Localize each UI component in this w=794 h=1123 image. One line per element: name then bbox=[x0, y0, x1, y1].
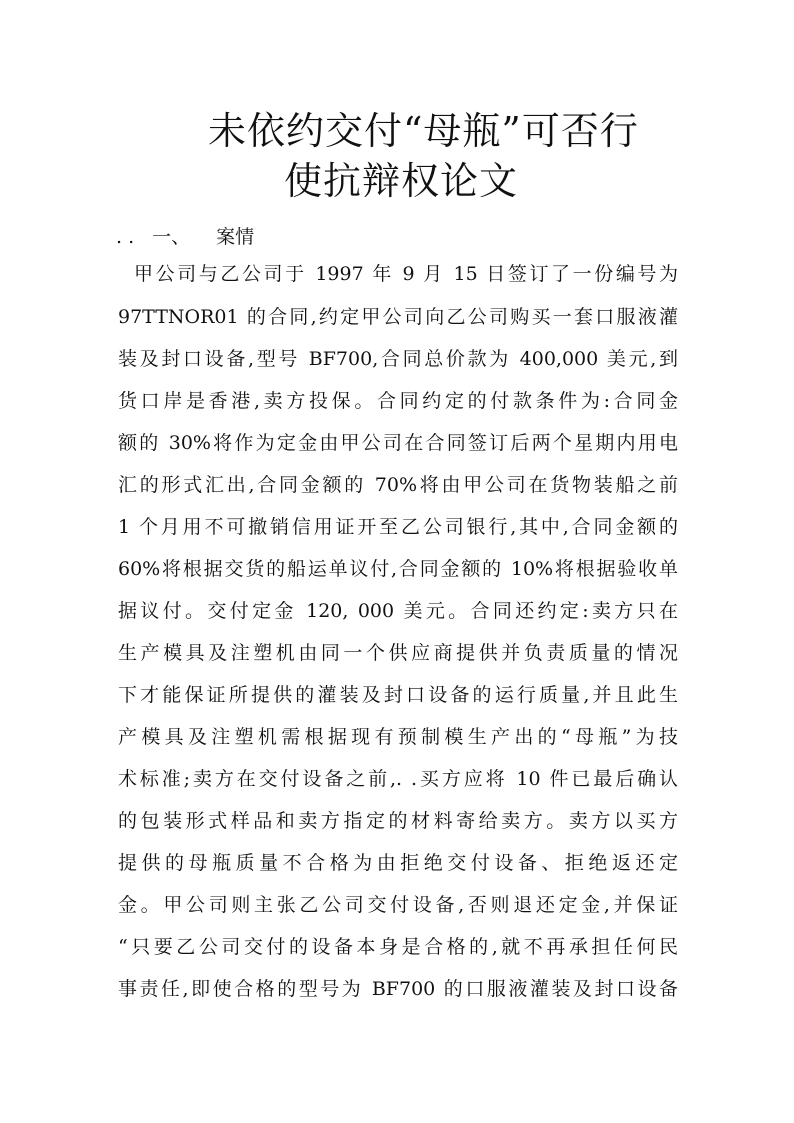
body-line: “只要乙公司交付的设备本身是合格的,就不再承担任何民 bbox=[118, 936, 678, 958]
section-title: 案情 bbox=[216, 226, 255, 248]
body-line: 装及封口设备,型号 BF700,合同总价款为 400,000 美元,到 bbox=[118, 348, 678, 370]
section-prefix: . . bbox=[116, 226, 135, 248]
body-line: 汇的形式汇出,合同金额的 70%将由甲公司在货物装船之前 bbox=[118, 474, 678, 496]
body-line: 97TTNOR01 的合同,约定甲公司向乙公司购买一套口服液灌 bbox=[118, 306, 678, 328]
body-line: 提供的母瓶质量不合格为由拒绝交付设备、拒绝返还定 bbox=[118, 852, 678, 874]
section-number: 一、 bbox=[152, 226, 191, 248]
body-line: 货口岸是香港,卖方投保。合同约定的付款条件为:合同金 bbox=[118, 390, 678, 412]
body-line: 据议付。交付定金 120, 000 美元。合同还约定:卖方只在 bbox=[118, 600, 678, 622]
body-line: 的包装形式样品和卖方指定的材料寄给卖方。卖方以买方 bbox=[118, 810, 678, 832]
body-line: 甲公司与乙公司于 1997 年 9 月 15 日签订了一份编号为 bbox=[134, 263, 678, 285]
body-line: 生产模具及注塑机由同一个供应商提供并负责质量的情况 bbox=[118, 642, 678, 664]
body-line: 事责任,即使合格的型号为 BF700 的口服液灌装及封口设备 bbox=[118, 978, 678, 1000]
document-title-line-2: 使抗辩权论文 bbox=[284, 159, 519, 203]
section-heading bbox=[116, 222, 254, 249]
body-line: 1 个月用不可撤销信用证开至乙公司银行,其中,合同金额的 bbox=[118, 516, 678, 538]
body-line: 下才能保证所提供的灌装及封口设备的运行质量,并且此生 bbox=[118, 684, 678, 706]
body-line: 额的 30%将作为定金由甲公司在合同签订后两个星期内用电 bbox=[118, 432, 678, 454]
body-line: 产模具及注塑机需根据现有预制模生产出的“母瓶”为技 bbox=[118, 726, 678, 748]
body-line: 金。甲公司则主张乙公司交付设备,否则退还定金,并保证 bbox=[118, 894, 678, 916]
body-line: 术标准;卖方在交付设备之前,. .买方应将 10 件已最后确认 bbox=[118, 768, 678, 790]
body-line: 60%将根据交货的船运单议付,合同金额的 10%将根据验收单 bbox=[118, 558, 678, 580]
document-title-line-1: 未依约交付“母瓶”可否行 bbox=[208, 109, 639, 153]
